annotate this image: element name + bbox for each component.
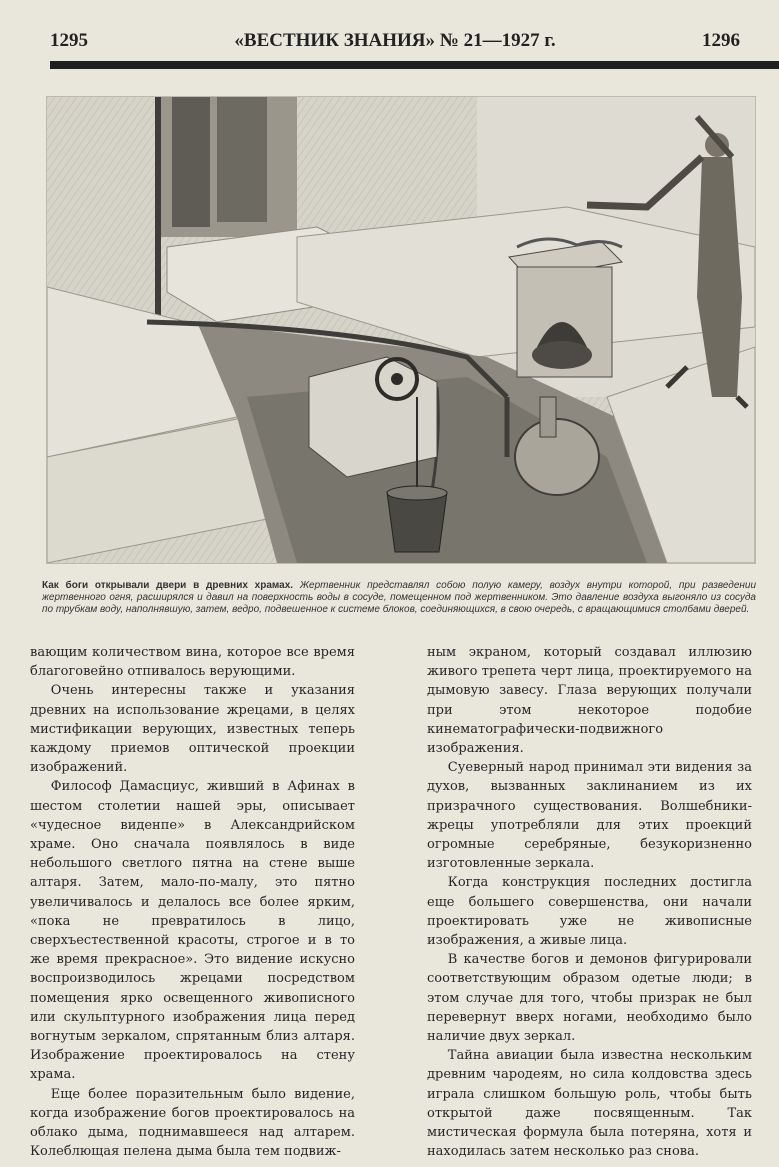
paragraph: Суеверный народ принимал эти видения за духов, вызванных заклинанием из их призрачного существования. Волшебники-жрецы употребляли для этих проекций огромные серебряные, безукоризненно изготовленные зеркала.	[427, 760, 752, 872]
paragraph: Когда конструкция последних достигла еще большего совершенства, они начали проектировать уже не живописные изображения, а живые лица.	[427, 875, 752, 949]
temple-door-mechanism-drawing	[47, 97, 755, 563]
page-number-left: 1295	[50, 30, 88, 51]
caption-lead: Как боги открывали двери в древних храмах.	[42, 580, 294, 591]
caption-body: Жертвенник представлял собою полую камеру, воздух внутри которой, при разведении жертвенного огня, расширялся и давил на поверхность воды в сосуде, помещенном под жертвенником. Это давление воздуха выгоняло из сосуда по трубкам воду, наполнявшую, затем, ведро, подвешенное к системе блоков, соединяющихся, в свою очередь, с вращающимися столбами дверей.	[42, 580, 757, 615]
paragraph: вающим количеством вина, которое все время благоговейно отпивалось верующими.	[30, 645, 355, 680]
paragraph: Еще более поразительным было видение, когда изображение богов проектировалось на облако дыма, поднимавшееся над алтарем. Колеблющая пелена дыма была тем подвиж-	[30, 1086, 355, 1160]
journal-title: «ВЕСТНИК ЗНАНИЯ» № 21—1927 г.	[234, 30, 556, 51]
paragraph: Тайна авиации была известна нескольким древним чародеям, но сила колдовства здесь играла слишком большую роль, чтобы быть открытой даже посвященным. Так мистическая формула была потеряна, хотя и находилась затем несколько раз снова.	[427, 1048, 752, 1160]
right-column	[427, 643, 752, 1161]
page-number-right: 1296	[702, 30, 740, 51]
temple-illustration	[46, 96, 756, 564]
header-rule	[50, 61, 779, 69]
left-column	[30, 643, 355, 1161]
paragraph: В качестве богов и демонов фигурировали соответствующим образом одетые люди; в этом случае для того, чтобы призрак не был перевернут вверх ногами, необходимо было наличие двух зеркал.	[427, 952, 752, 1045]
paragraph: ным экраном, который создавал иллюзию живого трепета черт лица, проектируемого на дымовую завесу. Глаза верующих получали при этом некоторое подобие кинематографически-подвижного изображения.	[427, 645, 752, 757]
paragraph: Очень интересны также и указания древних на использование жрецами, в целях мистификации верующих, известных теперь каждому приемов оптической проекции изображений.	[30, 683, 355, 776]
figure-caption	[42, 580, 756, 616]
paragraph: Философ Дамасциус, живший в Афинах в шестом столетии нашей эры, описывает «чудесное виденпе» в Александрийском храме. Оно сначала появлялось в виде небольшого светлого пятна на стене выше алтаря. Затем, мало-по-малу, это пятно увеличивалось и делалось все более ярким, «пока не превратилось в лицо, сверхъестественной красоты, строгое и в то же время прекрасное». Это видение искусно воспроизводилось жрецами посредством помещения ярко освещенного живописного или скульптурного изображения лица перед вогнутым зеркалом, спрятанным близ алтаря. Изображение проектировалось на стену храма.	[30, 779, 355, 1083]
page-header	[50, 30, 740, 56]
